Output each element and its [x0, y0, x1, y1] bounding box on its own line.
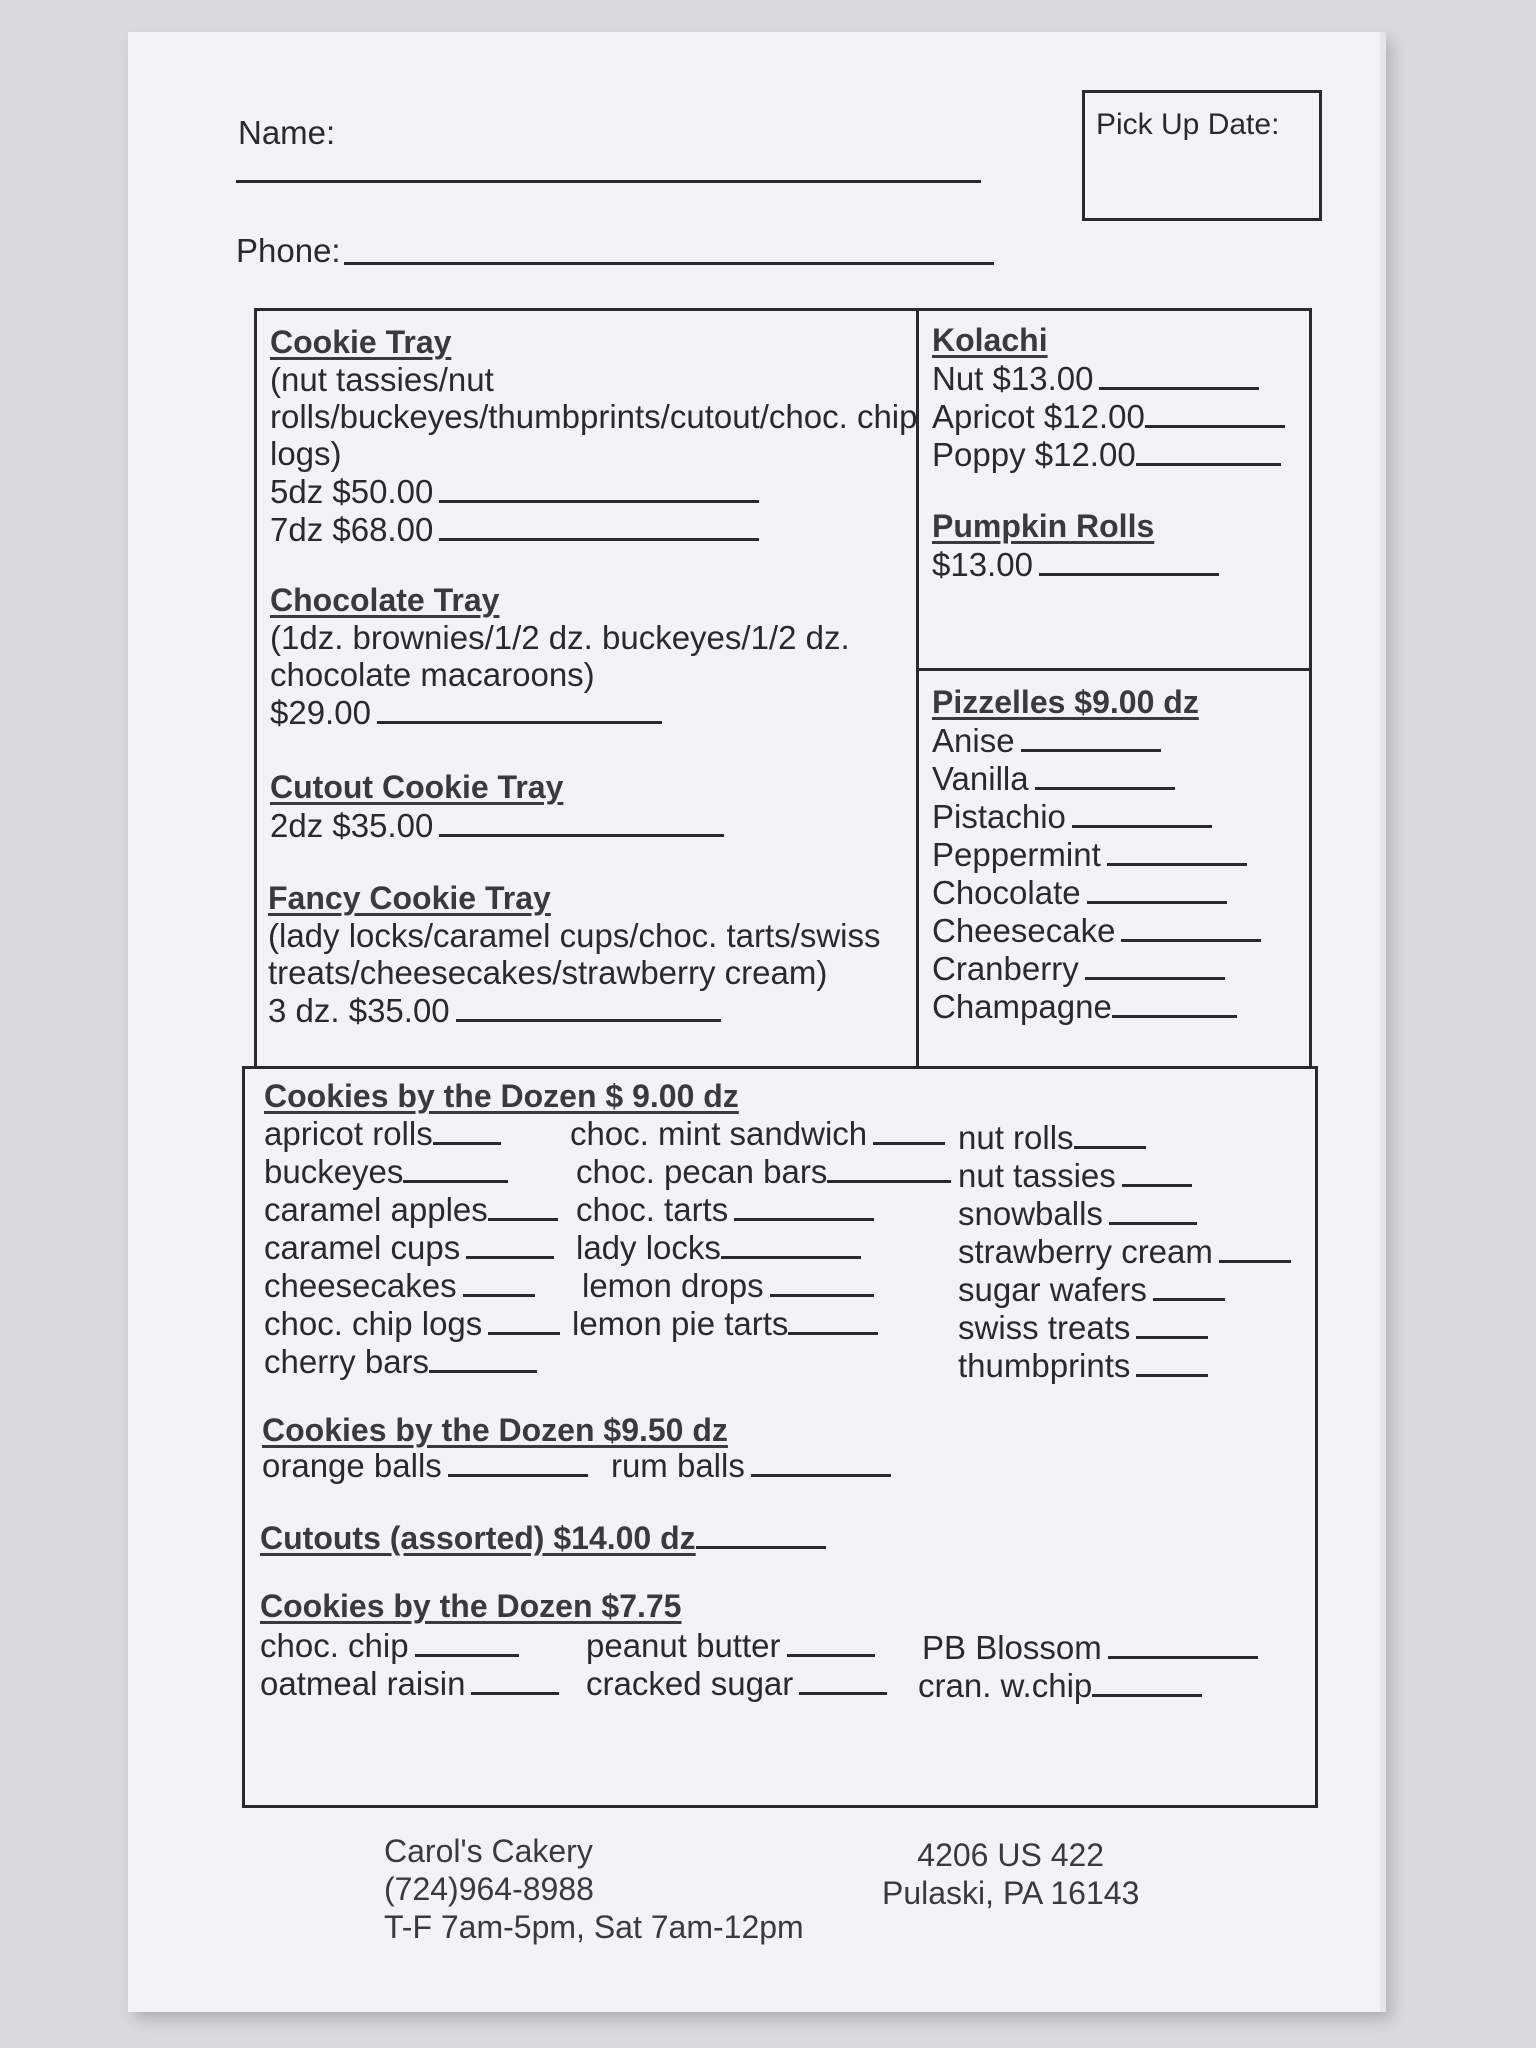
- cookie-item: [958, 1232, 1291, 1270]
- cookie-item: [264, 1152, 560, 1190]
- cookie-tray-option-5dz: [270, 472, 917, 510]
- quantity-blank[interactable]: [439, 806, 724, 837]
- cookie-tray-desc-3: logs): [270, 435, 342, 472]
- cookie-item: [264, 1304, 560, 1342]
- cookie-item: [570, 1190, 951, 1228]
- quantity-blank[interactable]: [721, 1228, 861, 1259]
- kolachi-item: [932, 397, 1285, 435]
- business-phone: (724)964-8988: [384, 1871, 594, 1907]
- pizzelle-item-label: Peppermint: [932, 836, 1101, 873]
- cookie-item-label: choc. mint sandwich: [570, 1115, 868, 1152]
- cookie-item: [570, 1304, 951, 1342]
- quantity-blank[interactable]: [433, 1114, 501, 1145]
- cookie-tray-desc-1: (nut tassies/nut: [270, 361, 494, 398]
- quantity-blank[interactable]: [734, 1190, 874, 1221]
- cookie-item: [264, 1228, 560, 1266]
- grid-right-line: [1309, 308, 1312, 1068]
- cookie-item: [586, 1626, 887, 1664]
- quantity-blank[interactable]: [1219, 1232, 1291, 1263]
- business-hours: T-F 7am-5pm, Sat 7am-12pm: [384, 1909, 804, 1945]
- dozen-775-title: Cookies by the Dozen $7.75: [260, 1588, 682, 1624]
- pizzelle-item: [932, 949, 1261, 987]
- cookie-item: [570, 1266, 951, 1304]
- cookie-item: [586, 1664, 887, 1702]
- phone-label: Phone:: [236, 232, 341, 269]
- quantity-blank[interactable]: [1121, 911, 1261, 942]
- dozen-900-col-1: [264, 1114, 560, 1380]
- kolachi-item-label: Nut $13.00: [932, 360, 1094, 397]
- cookie-tray-option-label: 7dz $68.00: [270, 511, 434, 548]
- kolachi-item-label: Apricot $12.00: [932, 398, 1145, 435]
- cookie-item: [958, 1118, 1291, 1156]
- kolachi-item-label: Poppy $12.00: [932, 436, 1136, 473]
- pumpkin-rolls-option: [932, 545, 1219, 583]
- cookie-item: [958, 1270, 1291, 1308]
- grid-top-line: [254, 308, 1312, 311]
- cookie-item-label: cran. w.chip: [918, 1667, 1093, 1704]
- cookie-item-label: apricot rolls: [264, 1115, 433, 1152]
- quantity-blank[interactable]: [1136, 435, 1281, 466]
- cookie-item: [260, 1664, 559, 1702]
- address-line-2: Pulaski, PA 16143: [882, 1875, 1140, 1911]
- pumpkin-rolls-section: [932, 508, 1219, 583]
- pizzelle-item: [932, 987, 1261, 1025]
- cookie-item-label: lemon pie tarts: [572, 1305, 789, 1342]
- pickup-date-label: Pick Up Date:: [1096, 108, 1280, 141]
- cookie-item: [958, 1194, 1291, 1232]
- cookie-item-label: oatmeal raisin: [260, 1665, 466, 1702]
- pizzelle-item-label: Chocolate: [932, 874, 1081, 911]
- quantity-blank[interactable]: [429, 1342, 537, 1373]
- cookie-item-label: thumbprints: [958, 1347, 1131, 1384]
- cookie-item-label: nut rolls: [958, 1119, 1074, 1156]
- pizzelle-item-label: Pistachio: [932, 798, 1066, 835]
- quantity-blank[interactable]: [1087, 873, 1227, 904]
- pumpkin-rolls-title: Pumpkin Rolls: [932, 508, 1155, 544]
- cookie-item: [958, 1156, 1291, 1194]
- cutouts-title: Cutouts (assorted) $14.00 dz: [260, 1520, 696, 1556]
- quantity-blank[interactable]: [463, 1266, 535, 1297]
- cookie-item-label: sugar wafers: [958, 1271, 1147, 1308]
- chocolate-tray-price: $29.00: [270, 694, 371, 731]
- dozen-950-title: Cookies by the Dozen $9.50 dz: [262, 1412, 728, 1448]
- cookie-item: [264, 1114, 560, 1152]
- cutout-tray-title: Cutout Cookie Tray: [270, 769, 564, 805]
- kolachi-item: [932, 435, 1285, 473]
- pizzelle-item: [932, 873, 1261, 911]
- cookie-item-label: choc. pecan bars: [576, 1153, 828, 1190]
- quantity-blank[interactable]: [827, 1152, 951, 1183]
- cookie-item: [958, 1346, 1291, 1384]
- cookie-item: [570, 1114, 951, 1152]
- quantity-blank[interactable]: [873, 1114, 945, 1145]
- kolachi-title: Kolachi: [932, 322, 1048, 358]
- cookie-tray-title: Cookie Tray: [270, 324, 452, 360]
- pizzelle-item-label: Cheesecake: [932, 912, 1116, 949]
- quantity-blank[interactable]: [1136, 1308, 1208, 1339]
- dozen-775-col-2: [586, 1626, 887, 1702]
- cookie-item: [918, 1628, 1258, 1666]
- quantity-blank[interactable]: [799, 1664, 887, 1695]
- cookie-item: [264, 1266, 560, 1304]
- cookie-item-label: rum balls: [610, 1447, 745, 1484]
- cookie-item-label: choc. tarts: [576, 1191, 729, 1228]
- fancy-tray-desc-1: (lady locks/caramel cups/choc. tarts/swiss: [268, 917, 881, 954]
- quantity-blank[interactable]: [787, 1626, 875, 1657]
- pizzelle-item: [932, 835, 1261, 873]
- quantity-blank[interactable]: [1085, 949, 1225, 980]
- cookie-item: [264, 1342, 560, 1380]
- chocolate-tray-desc-2: chocolate macaroons): [270, 656, 595, 693]
- business-name: Carol's Cakery: [384, 1833, 593, 1869]
- cookie-item: [570, 1152, 951, 1190]
- quantity-blank[interactable]: [1109, 1194, 1197, 1225]
- pizzelles-title: Pizzelles $9.00 dz: [932, 684, 1199, 720]
- cookie-tray-desc-2: rolls/buckeyes/thumbprints/cutout/choc. chip: [270, 398, 918, 435]
- cookie-item-label: swiss treats: [958, 1309, 1131, 1346]
- quantity-blank[interactable]: [1107, 835, 1247, 866]
- pizzelle-item: [932, 911, 1261, 949]
- dozen-900-col-3: [958, 1118, 1291, 1384]
- quantity-blank[interactable]: [1153, 1270, 1225, 1301]
- footer-contact: [384, 1832, 804, 1946]
- dozen-775-col-1: [260, 1626, 559, 1702]
- fancy-tray-section: [268, 880, 881, 1029]
- cookie-item: [264, 1190, 560, 1228]
- chocolate-tray-desc-1: (1dz. brownies/1/2 dz. buckeyes/1/2 dz.: [270, 619, 850, 656]
- kolachi-section: [932, 322, 1285, 473]
- quantity-blank[interactable]: [1099, 359, 1259, 390]
- quantity-blank[interactable]: [1108, 1628, 1258, 1659]
- order-form-sheet: [128, 32, 1386, 2012]
- pizzelle-item-label: Vanilla: [932, 760, 1029, 797]
- quantity-blank[interactable]: [1021, 721, 1161, 752]
- quantity-blank[interactable]: [448, 1446, 588, 1477]
- quantity-blank[interactable]: [1112, 987, 1237, 1018]
- name-line[interactable]: [236, 180, 981, 183]
- cookie-item-label: lemon drops: [582, 1267, 764, 1304]
- chocolate-tray-title: Chocolate Tray: [270, 582, 500, 618]
- cookie-item-label: strawberry cream: [958, 1233, 1213, 1270]
- quantity-blank[interactable]: [471, 1664, 559, 1695]
- chocolate-tray-section: [270, 582, 850, 731]
- quantity-blank[interactable]: [377, 693, 662, 724]
- name-label: Name:: [238, 114, 336, 151]
- dozen-950-row: [262, 1446, 891, 1484]
- quantity-blank[interactable]: [1072, 797, 1212, 828]
- quantity-blank[interactable]: [466, 1228, 554, 1259]
- kolachi-item: [932, 359, 1285, 397]
- pizzelles-section: [932, 684, 1261, 1025]
- cookie-item-label: cracked sugar: [586, 1665, 794, 1702]
- cutouts-row: [260, 1518, 826, 1557]
- dozen-900-title: Cookies by the Dozen $ 9.00 dz: [264, 1078, 739, 1114]
- quantity-blank[interactable]: [696, 1518, 826, 1549]
- cookie-item: [260, 1626, 559, 1664]
- quantity-blank[interactable]: [770, 1266, 874, 1297]
- phone-line[interactable]: [344, 262, 994, 265]
- cookie-item-label: caramel apples: [264, 1191, 488, 1228]
- cookie-item-label: lady locks: [576, 1229, 721, 1266]
- cookie-tray-option-7dz: [270, 510, 917, 548]
- pizzelle-item: [932, 721, 1261, 759]
- cookie-item-label: cheesecakes: [264, 1267, 457, 1304]
- cookie-item-label: peanut butter: [586, 1627, 781, 1664]
- dozen-775-col-3: [918, 1628, 1258, 1704]
- quantity-blank[interactable]: [788, 1304, 878, 1335]
- chocolate-tray-option: [270, 693, 850, 731]
- pizzelle-item-label: Cranberry: [932, 950, 1079, 987]
- fancy-tray-title: Fancy Cookie Tray: [268, 880, 551, 916]
- dozen-900-col-2: [570, 1114, 951, 1342]
- quantity-blank[interactable]: [403, 1152, 508, 1183]
- quantity-blank[interactable]: [1039, 545, 1219, 576]
- quantity-blank[interactable]: [439, 472, 759, 503]
- cookie-item-label: choc. chip logs: [264, 1305, 483, 1342]
- cookie-item: [918, 1666, 1258, 1704]
- cookie-item-label: PB Blossom: [922, 1629, 1102, 1666]
- cookie-item: [958, 1308, 1291, 1346]
- quantity-blank[interactable]: [1122, 1156, 1192, 1187]
- footer-address: [882, 1836, 1139, 1912]
- quantity-blank[interactable]: [1136, 1346, 1208, 1377]
- cookie-tray-option-label: 5dz $50.00: [270, 473, 434, 510]
- quantity-blank[interactable]: [488, 1190, 558, 1221]
- quantity-blank[interactable]: [1035, 759, 1175, 790]
- cookie-tray-section: [270, 324, 917, 548]
- grid-right-divider: [916, 668, 1312, 671]
- fancy-tray-price: 3 dz. $35.00: [268, 992, 450, 1029]
- pizzelle-item-label: Anise: [932, 722, 1015, 759]
- address-line-1: 4206 US 422: [917, 1837, 1105, 1873]
- cookie-item: [570, 1228, 951, 1266]
- pizzelle-item: [932, 797, 1261, 835]
- pumpkin-rolls-price: $13.00: [932, 546, 1033, 583]
- cookie-item-label: snowballs: [958, 1195, 1103, 1232]
- quantity-blank[interactable]: [456, 991, 721, 1022]
- quantity-blank[interactable]: [439, 510, 759, 541]
- cookie-item-label: buckeyes: [264, 1153, 404, 1190]
- cookie-item-label: orange balls: [262, 1447, 442, 1484]
- grid-left-line: [254, 308, 257, 1068]
- cookie-item-label: choc. chip: [260, 1627, 409, 1664]
- quantity-blank[interactable]: [1092, 1666, 1202, 1697]
- quantity-blank[interactable]: [488, 1304, 560, 1335]
- pizzelle-item-label: Champagne: [932, 988, 1112, 1025]
- cookie-item-label: caramel cups: [264, 1229, 461, 1266]
- cutout-tray-price: 2dz $35.00: [270, 807, 434, 844]
- quantity-blank[interactable]: [1145, 397, 1285, 428]
- quantity-blank[interactable]: [415, 1626, 519, 1657]
- cutout-tray-option: [270, 806, 724, 844]
- cookie-item-label: cherry bars: [264, 1343, 430, 1380]
- fancy-tray-option: [268, 991, 881, 1029]
- quantity-blank[interactable]: [1074, 1118, 1146, 1149]
- cookie-item-label: nut tassies: [958, 1157, 1116, 1194]
- quantity-blank[interactable]: [751, 1446, 891, 1477]
- fancy-tray-desc-2: treats/cheesecakes/strawberry cream): [268, 954, 828, 991]
- cutout-tray-section: [270, 769, 724, 844]
- pizzelle-item: [932, 759, 1261, 797]
